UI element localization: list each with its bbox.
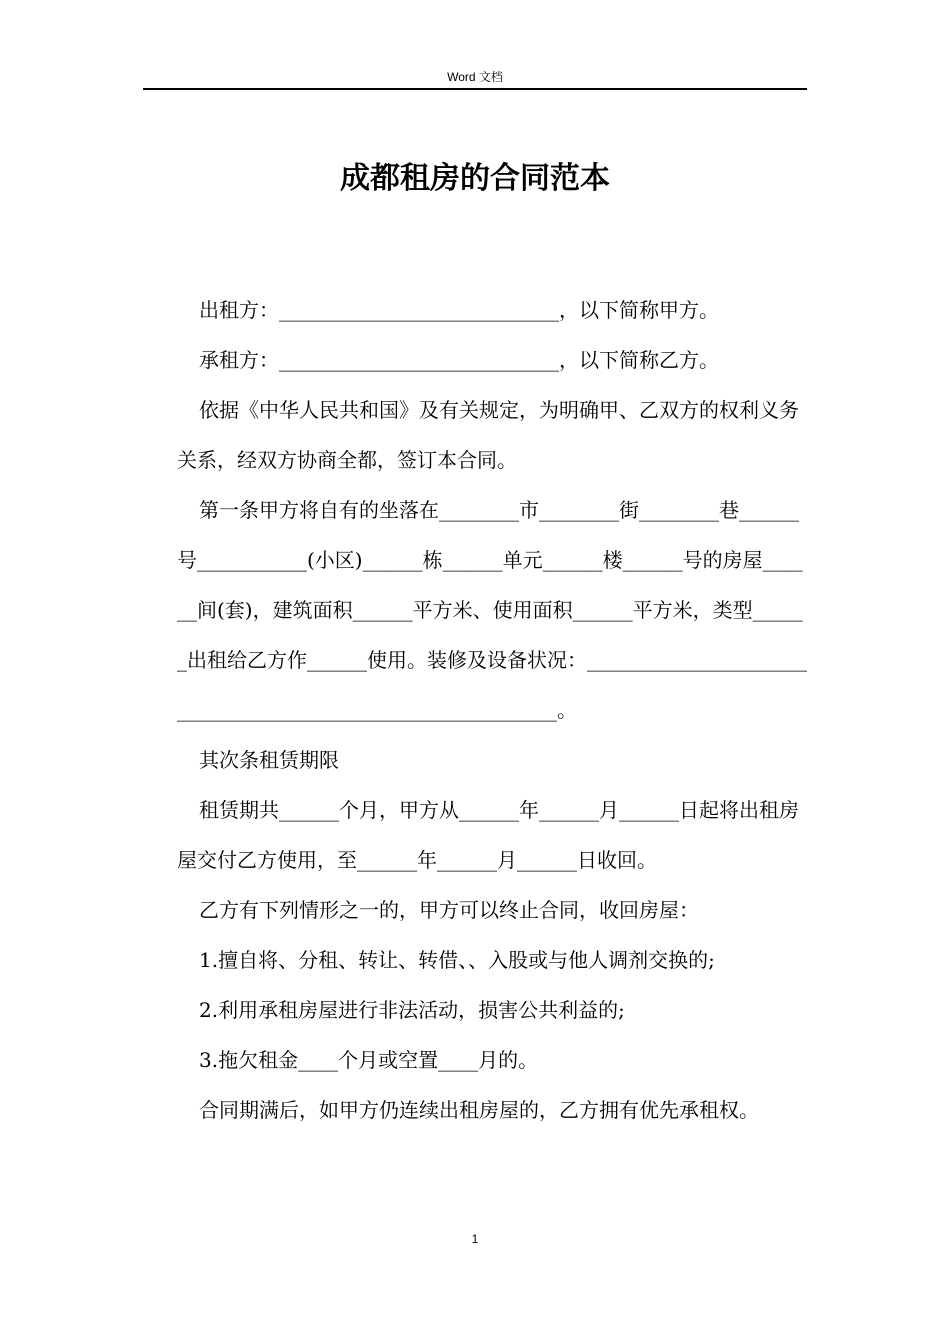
page-number: 1 [471, 1232, 479, 1246]
paragraph-lessor: 出租方：____________________________，以下简称甲方。 [199, 298, 719, 322]
document-body [177, 285, 807, 1135]
paragraph-article-1: 第一条甲方将自有的坐落在________市________街________巷______号___________(小区)______栋______单元______楼______号的房屋______间(套)，建筑面积______平方米、使用面积______平方米，类型______出租给乙方作______使用。装修及设备状况：____________________________________________________________。 [177, 498, 807, 722]
paragraph-termination-intro: 乙方有下列情形之一的，甲方可以终止合同，收回房屋： [199, 898, 699, 922]
page-header [143, 66, 807, 90]
paragraph-termination-item-1: 1.擅自将、分租、转让、转借、、入股或与他人调剂交换的; [199, 948, 715, 972]
paragraph-lease-term: 租赁期共______个月，甲方从______年______月______日起将出租房屋交付乙方使用，至______年______月______日收回。 [177, 798, 799, 872]
paragraph-renewal: 合同期满后，如甲方仍连续出租房屋的，乙方拥有优先承租权。 [199, 1098, 759, 1122]
paragraph-article-2-heading: 其次条租赁期限 [199, 748, 339, 772]
document-title: 成都租房的合同范本 [340, 161, 610, 196]
header-text: Word 文档 [447, 70, 503, 84]
paragraph-termination-item-2: 2.利用承租房屋进行非法活动，损害公共利益的; [199, 998, 625, 1022]
paragraph-lessee: 承租方：____________________________，以下简称乙方。 [199, 348, 719, 372]
paragraph-termination-item-3: 3.拖欠租金____个月或空置____月的。 [199, 1048, 539, 1072]
paragraph-basis: 依据《中华人民共和国》及有关规定，为明确甲、乙双方的权利义务关系，经双方协商全都，签订本合同。 [177, 398, 799, 472]
